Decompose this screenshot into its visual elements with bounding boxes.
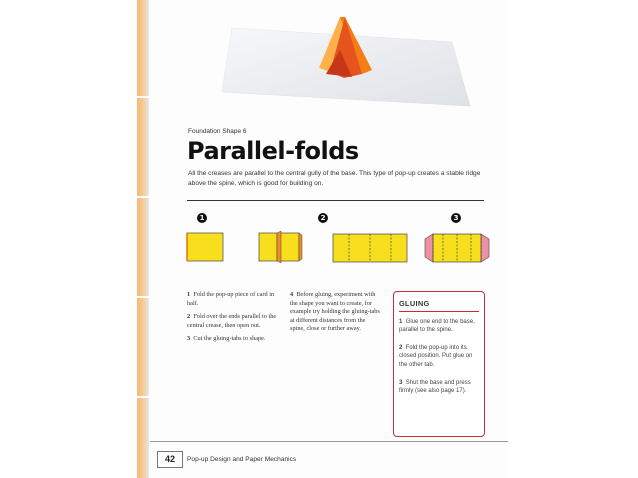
instruction-step-3: 3 Cut the gluing-tabs to shape. <box>187 335 266 343</box>
popup-photo <box>222 12 482 110</box>
step-number-1: 1 <box>197 213 207 223</box>
divider-rule <box>187 200 484 201</box>
instruction-step-2: 2 Fold over the ends parallel to the central crease, then open out. <box>187 313 277 329</box>
step-number-3: 3 <box>451 213 461 223</box>
instructions-column-1 <box>187 291 283 344</box>
gluing-item-3: 3 Shut the base and press firmly (see also page 17). <box>399 380 471 395</box>
intro-paragraph: All the creases are parallel to the central gully of the base. This type of pop-up creates a stable ridge above the spine, which is good for building on. <box>188 170 481 187</box>
gluing-box <box>393 291 485 437</box>
diagram-step2-opened <box>329 230 411 266</box>
instruction-step-1: 1 Fold the pop-up piece of card in half. <box>187 291 275 307</box>
instruction-step-4: 4 Before gluing, experiment with the shape you want to create, for example try holding the gluing-tabs at different distances from the spine, close or further away. <box>290 291 380 333</box>
footer-rule <box>150 441 508 442</box>
section-kicker: Foundation Shape 6 <box>188 128 247 135</box>
diagram-step3-tabs <box>421 230 493 266</box>
gluing-title-rule <box>399 311 479 312</box>
diagram-step1-folded <box>184 230 244 266</box>
page-edge-stripe <box>137 0 149 478</box>
footer-book-title: Pop-up Design and Paper Mechanics <box>187 456 297 463</box>
page-number: 42 <box>157 451 183 468</box>
gluing-item-1: 1 Glue one end to the base, parallel to the spine. <box>399 319 475 334</box>
step-number-2: 2 <box>318 213 328 223</box>
diagram-step2-folded-ends <box>255 230 311 266</box>
instructions-column-2 <box>290 291 380 334</box>
page-title: Parallel-folds <box>187 137 359 165</box>
gluing-item-2: 2 Fold the pop-up into its closed position. Put glue on the other tab. <box>399 345 473 368</box>
gluing-title: GLUING <box>399 299 430 308</box>
